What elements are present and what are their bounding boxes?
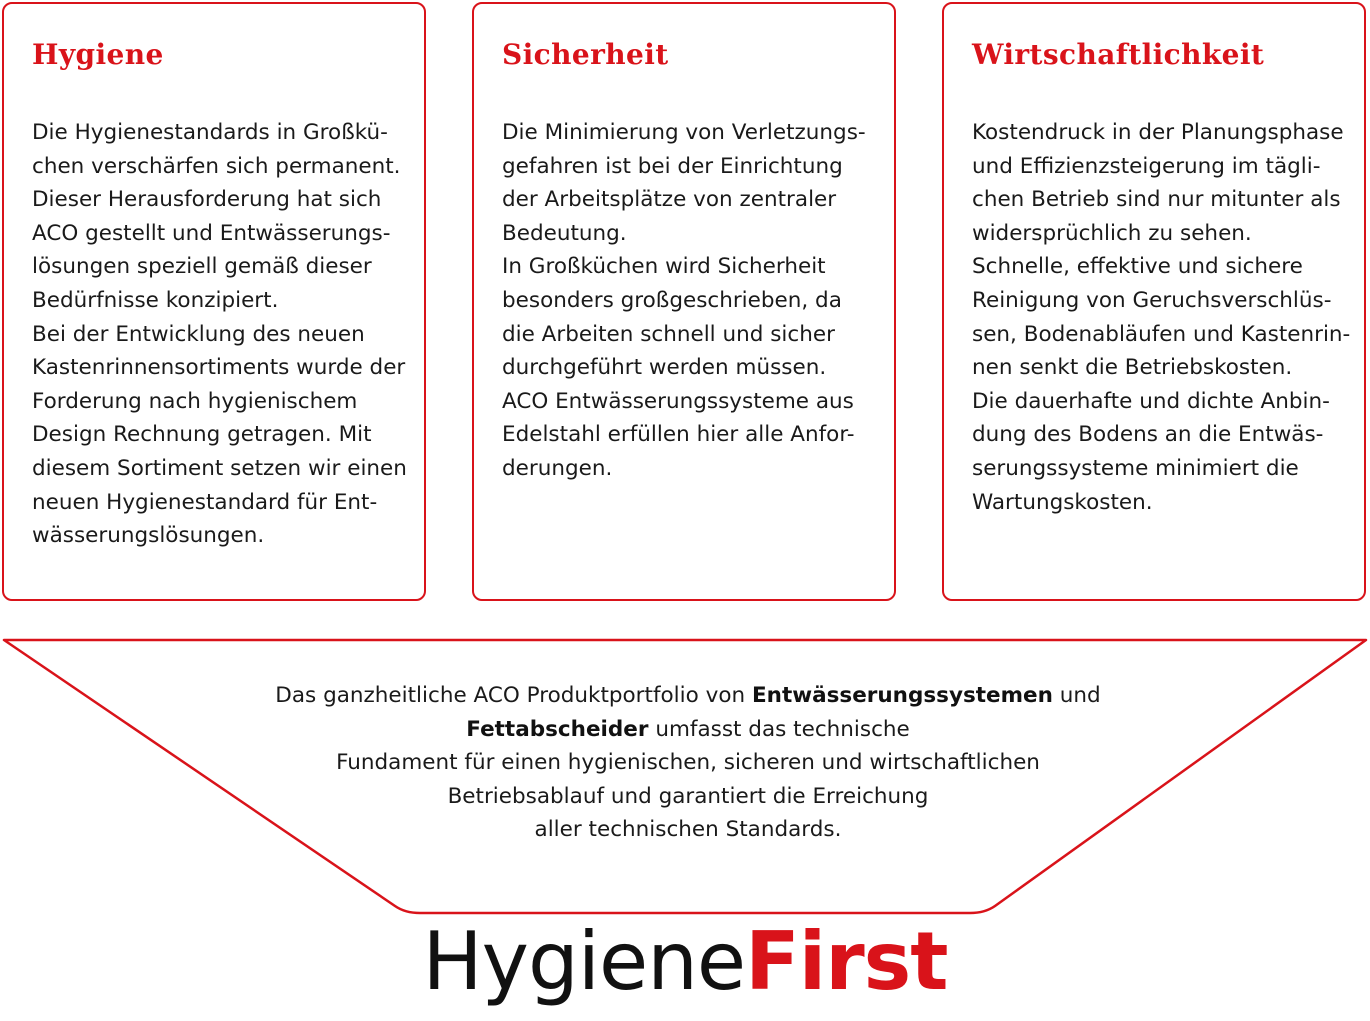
text-line: wässerungslösungen. xyxy=(32,523,265,549)
text-line: Bedeutung. xyxy=(502,220,627,246)
pillar-title-sicherheit: Sicherheit xyxy=(502,38,669,71)
text-line: durchgeführt werden müssen. xyxy=(502,355,827,381)
foundation-text-part: und xyxy=(1052,683,1101,708)
text-line: chen Betrieb sind nur mitunter als xyxy=(972,187,1341,213)
foundation-line-1 xyxy=(200,679,1176,713)
text-line: In Großküchen wird Sicherheit xyxy=(502,254,826,280)
text-line: der Arbeitsplätze von zentraler xyxy=(502,187,837,213)
pillar-box-sicherheit xyxy=(472,2,896,601)
pillar-title-hygiene: Hygiene xyxy=(32,38,164,71)
text-line: Die dauerhafte und dichte Anbin- xyxy=(972,388,1330,414)
foundation-text-part: Das ganzheitliche ACO Produktportfolio von xyxy=(275,683,752,708)
foundation-text-part: umfasst das technische xyxy=(648,716,910,742)
text-line: diesem Sortiment setzen wir einen xyxy=(32,455,407,481)
text-line: neuen Hygienestandard für Ent- xyxy=(32,489,378,515)
text-line: Kostendruck in der Planungsphase xyxy=(972,120,1344,145)
text-line: Bedürfnisse konzipiert. xyxy=(32,287,279,313)
text-line: chen verschärfen sich permanent. xyxy=(32,153,401,179)
text-line: Kastenrinnensortiments wurde der xyxy=(32,355,406,381)
logo-word-hygiene: Hygiene xyxy=(422,915,746,1008)
text-line: Die Minimierung von Verletzungs- xyxy=(502,120,866,145)
pillar-title-wirtschaftlichkeit: Wirtschaftlichkeit xyxy=(972,38,1265,71)
text-line: nen senkt die Betriebskosten. xyxy=(972,355,1293,381)
foundation-line-5: aller technischen Standards. xyxy=(534,817,842,843)
foundation-keyword-fettabscheider: Fettabscheider xyxy=(466,716,649,742)
text-line: ACO Entwässerungssysteme aus xyxy=(502,388,854,414)
text-line: ACO gestellt und Entwässerungs- xyxy=(32,220,391,246)
foundation-keyword-entwaesserungssysteme: Entwässerungssystemen xyxy=(751,683,1053,708)
foundation-line-4: Betriebsablauf und garantiert die Erreichung xyxy=(447,783,929,809)
pillar-text-wirtschaftlichkeit xyxy=(972,116,1364,519)
pillar-box-hygiene xyxy=(2,2,426,601)
foundation-line-2 xyxy=(200,713,1176,747)
text-line: dung des Bodens an die Entwäs- xyxy=(972,422,1324,448)
text-line: gefahren ist bei der Einrichtung xyxy=(502,153,843,179)
text-line: Forderung nach hygienischem xyxy=(32,388,358,414)
text-line: widersprüchlich zu sehen. xyxy=(972,220,1252,246)
pillar-box-wirtschaftlichkeit xyxy=(942,2,1366,601)
text-line: serungssysteme minimiert die xyxy=(972,455,1299,481)
text-line: Die Hygienestandards in Großkü- xyxy=(32,120,388,145)
text-line: Schnelle, effektive und sichere xyxy=(972,254,1303,280)
text-line: und Effizienzsteigerung im tägli- xyxy=(972,153,1321,179)
text-line: sen, Bodenabläufen und Kastenrin- xyxy=(972,321,1351,347)
foundation-line-3: Fundament für einen hygienischen, sicheren und wirtschaftlichen xyxy=(336,750,1040,776)
text-line: Bei der Entwicklung des neuen xyxy=(32,321,365,347)
foundation-text xyxy=(200,679,1176,847)
pillar-text-sicherheit xyxy=(502,116,894,486)
text-line: lösungen speziell gemäß dieser xyxy=(32,254,372,280)
text-line: Reinigung von Geruchsverschlüs- xyxy=(972,287,1332,313)
text-line: die Arbeiten schnell und sicher xyxy=(502,321,835,347)
logo-word-first: First xyxy=(745,915,948,1008)
hygienefirst-logo xyxy=(0,915,1370,1008)
text-line: Wartungskosten. xyxy=(972,489,1153,515)
text-line: derungen. xyxy=(502,455,613,481)
text-line: Design Rechnung getragen. Mit xyxy=(32,422,372,448)
text-line: Edelstahl erfüllen hier alle Anfor- xyxy=(502,422,855,448)
text-line: besonders großgeschrieben, da xyxy=(502,287,842,313)
text-line: Dieser Herausforderung hat sich xyxy=(32,187,382,213)
pillar-text-hygiene xyxy=(32,116,424,553)
